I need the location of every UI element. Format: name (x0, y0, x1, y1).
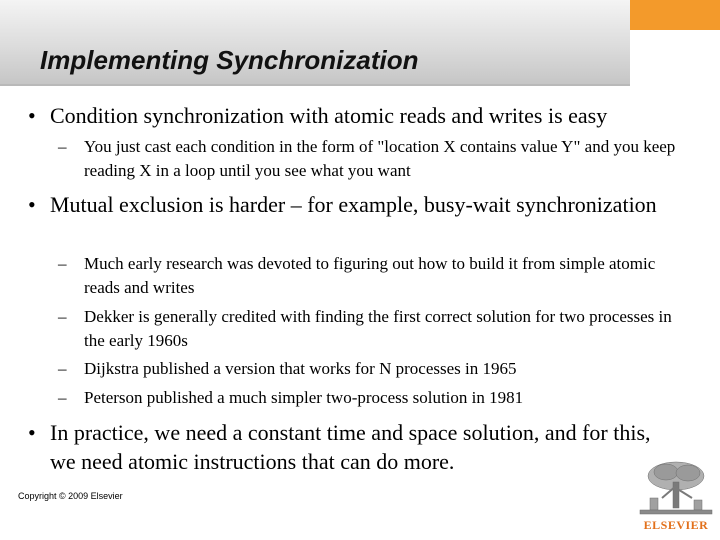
tree-icon (636, 458, 716, 518)
bullet-1 (28, 101, 680, 130)
copyright-notice: Copyright © 2009 Elsevier (18, 491, 123, 501)
sub-bullet-marker: – (58, 359, 67, 378)
bullet-2-sub-4 (58, 386, 694, 410)
elsevier-logo (636, 458, 716, 536)
bullet-3-text: In practice, we need a constant time and space solution, and for this, we need atomic instructions that can do more. (50, 420, 651, 474)
accent-corner-blank (630, 30, 720, 86)
bullet-1-sub-1 (58, 135, 694, 183)
bullet-2-sub-4-text: Peterson published a much simpler two-process solution in 1981 (84, 388, 524, 407)
bullet-2 (28, 190, 680, 219)
bullet-marker: • (28, 103, 36, 128)
bullet-2-sub-1 (58, 252, 694, 300)
sub-bullet-marker: – (58, 388, 67, 407)
sub-bullet-marker: – (58, 254, 67, 273)
bullet-2-sub-2 (58, 305, 694, 353)
sub-bullet-marker: – (58, 307, 67, 326)
bullet-2-sub-3-text: Dijkstra published a version that works for N processes in 1965 (84, 359, 517, 378)
elsevier-wordmark: ELSEVIER (643, 518, 709, 532)
bullet-2-sub-1-text: Much early research was devoted to figuring out how to build it from simple atomic reads and writes (84, 254, 656, 297)
bullet-2-text: Mutual exclusion is harder – for example, busy-wait synchronization (50, 192, 657, 217)
bullet-2-sub-3 (58, 357, 694, 381)
slide-title: Implementing Synchronization (40, 45, 419, 75)
title-underline (0, 84, 630, 86)
bullet-1-sub-1-text: You just cast each condition in the form of "location X contains value Y" and you keep reading X in a loop until you see what you want (84, 137, 676, 180)
bullet-1-text: Condition synchronization with atomic reads and writes is easy (50, 103, 608, 128)
sub-bullet-marker: – (58, 137, 67, 156)
accent-corner-box (630, 0, 720, 30)
bullet-2-sub-2-text: Dekker is generally credited with finding the first correct solution for two processes in the early 1960s (84, 307, 672, 350)
bullet-marker: • (28, 192, 36, 217)
bullet-3 (28, 418, 670, 476)
bullet-marker: • (28, 420, 36, 445)
